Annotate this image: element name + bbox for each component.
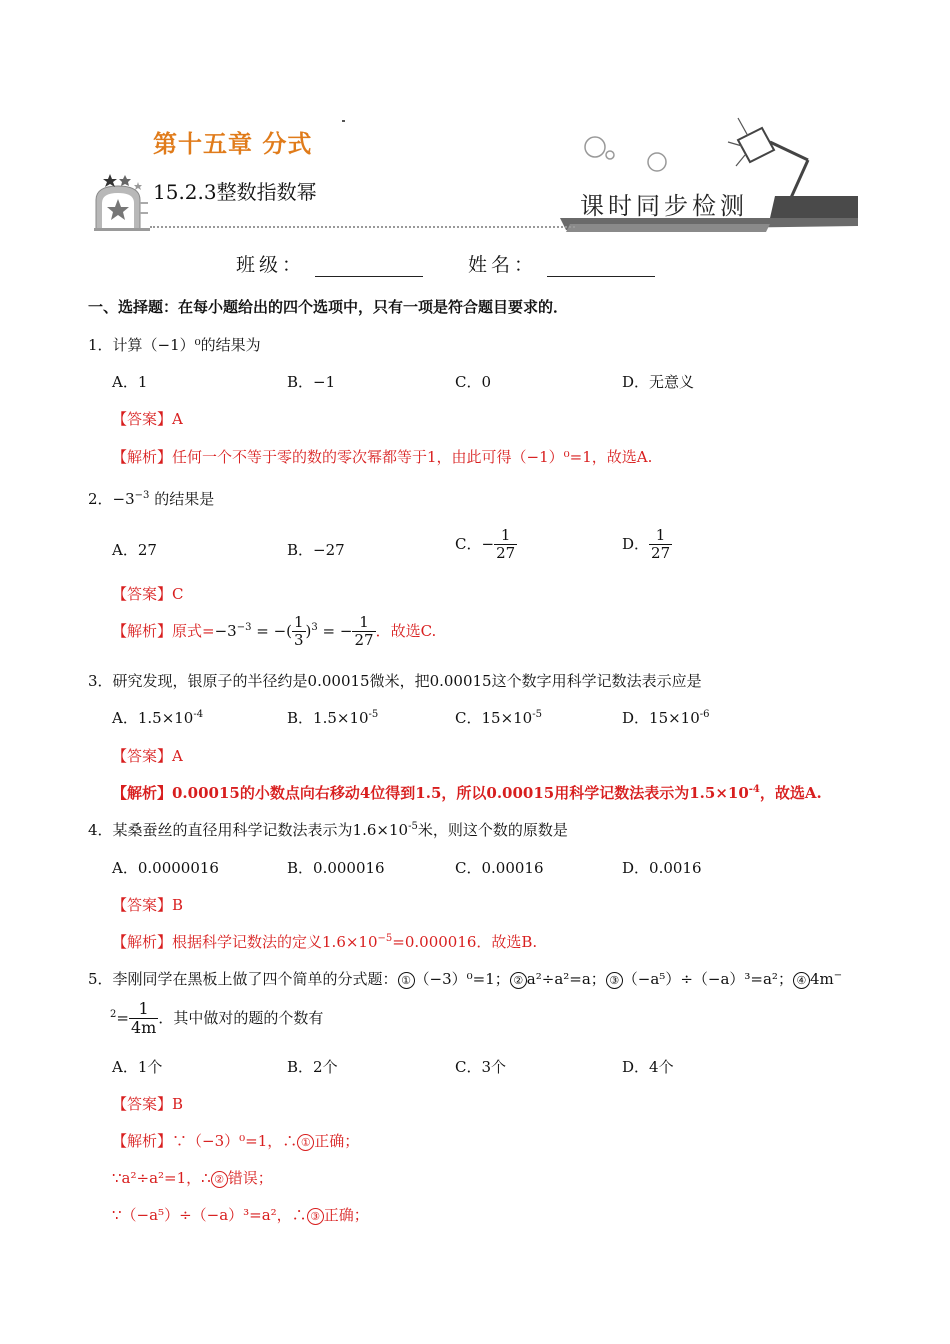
q4-option-c: C．0.00016 [455,859,544,877]
exponent-continued: 2 [110,1008,117,1020]
option-exponent: -5 [368,709,379,720]
q5-option-c: C．3个 [455,1058,507,1076]
dotted-divider [150,226,575,228]
fraction-numerator: 1 [352,614,375,632]
q1-option-b: B．−1 [287,373,336,391]
q5-option-a: A．1个 [112,1058,163,1076]
q2-analysis-formula [214,613,376,650]
q1-answer: 【答案】A [112,410,183,428]
circled-4-icon: ④ [793,972,810,989]
q3-answer: 【答案】A [112,747,183,765]
star-badge-icon [96,174,148,230]
stem-item-3: （−a⁵）÷（−a）³=a²； [622,970,793,988]
option-exponent: -5 [532,709,542,720]
q2-base: −3 [112,490,135,508]
fraction-denominator: 27 [496,544,516,563]
fraction-numerator: 1 [649,527,672,545]
formula-inner-fraction [292,614,306,650]
q2-option-d-label: D． [622,534,650,553]
q2-option-c-label: C． [455,534,482,553]
q3-option-c [455,707,542,728]
section-title: 15.2.3整数指数幂 [153,180,317,204]
stem-item-1: （−3）⁰=1； [414,970,510,988]
option-text: B．1.5×10 [287,709,369,727]
question-3-stem: 3．研究发现，银原子的半径约是0.00015微米，把0.00015这个数字用科学记数法表示应是 [88,672,702,690]
q2-option-d-fraction [649,527,672,563]
stem-text: 4．某桑蚕丝的直径用科学记数法表示为1.6×10 [88,821,409,839]
stem-item-2: a²÷a²=a； [526,970,606,988]
q5-option-b: B．2个 [287,1058,338,1076]
class-label: 班级： [236,254,306,276]
stem-tail: 米，则这个数的原数是 [417,821,568,839]
q5-analysis-2 [112,1167,273,1188]
analysis-exponent: −5 [377,933,393,944]
fraction-numerator: 1 [129,1000,158,1019]
circled-3-icon: ③ [606,972,623,989]
class-blank[interactable] [315,254,423,277]
circled-3-icon: ③ [307,1208,324,1225]
analysis-tail: 错误； [227,1169,273,1187]
question-1-stem: 1．计算（−1）⁰的结果为 [88,336,261,354]
fraction-denominator: 4m [130,1018,157,1038]
analysis-tail: 正确； [323,1206,369,1224]
q5-option-d: D．4个 [622,1058,674,1076]
name-label: 姓名： [468,254,538,276]
option-text: A．1.5×10 [112,709,194,727]
q1-option-c: C．0 [455,373,492,391]
q2-number: 2． [88,490,113,508]
circled-2-icon: ② [510,972,527,989]
q5-analysis-1 [112,1130,359,1151]
analysis-text: ∵（−a⁵）÷（−a）³=a²，∴ [112,1206,307,1224]
q2-exponent: −3 [134,490,150,501]
q2-option-c-minus: − [481,534,495,553]
q4-option-b: B．0.000016 [287,859,385,877]
name-field [468,250,655,277]
q2-stem-tail: 的结果是 [149,490,215,508]
q2-option-d [622,527,672,563]
q3-option-b [287,707,378,728]
q3-option-d [622,707,710,728]
stem-item-4-exponent: − [833,970,843,981]
q2-option-a: A．27 [112,541,157,559]
option-text: C．15×10 [455,709,533,727]
formula-eq2: = − [317,621,353,640]
analysis-text: ∵a²÷a²=1，∴ [112,1169,211,1187]
chapter-title: 第十五章 分式 [153,130,313,158]
question-5-line2 [110,1000,323,1038]
analysis-text: 【解析】∵（−3）⁰=1，∴ [112,1132,298,1150]
q3-option-a [112,707,203,728]
fraction-denominator: 27 [354,631,374,650]
q4-option-a: A．0.0000016 [112,859,219,877]
q5-answer: 【答案】B [112,1095,184,1113]
q4-answer: 【答案】B [112,896,184,914]
fraction-numerator: 1 [294,613,304,631]
analysis-lead: 原式= [172,621,215,640]
equals: = [116,1008,129,1027]
option-exponent: -6 [699,709,710,720]
option-text: D．15×10 [622,709,700,727]
q2-option-b: B．−27 [287,541,345,559]
formula-close: ) [305,621,312,640]
question-4-stem [88,819,568,840]
formula-exponent-2: 3 [311,621,318,633]
circled-2-icon: ② [211,1171,228,1188]
q3-analysis [112,782,822,803]
analysis-tail: ．故选C. [375,621,437,640]
formula-exponent: −3 [236,621,252,633]
q5-fraction [129,1000,158,1038]
stem-exponent: -5 [408,821,418,832]
stem-text: 5．李刚同学在黑板上做了四个简单的分式题： [88,970,398,988]
q2-option-c [455,527,517,563]
circled-1-icon: ① [297,1134,314,1151]
header-decoration [0,0,950,240]
brand-title: 课时同步检测 [580,192,748,220]
section-instruction: 一、选择题：在每小题给出的四个选项中，只有一项是符合题目要求的． [88,298,569,316]
q1-option-a: A．1 [112,373,148,391]
fraction-denominator: 3 [294,631,304,650]
q1-option-d: D．无意义 [622,373,695,391]
analysis-exponent: -4 [748,784,760,795]
question-2-stem [88,488,214,509]
class-field [236,250,423,277]
circled-1-icon: ① [398,972,415,989]
analysis-tail: ，故选A. [759,784,822,802]
fraction-numerator: 1 [494,527,517,545]
q4-analysis [112,931,537,952]
analysis-text: 【解析】0.00015的小数点向右移动4位得到1.5，所以0.00015用科学记数法表示为1.5×10 [112,784,749,802]
q2-analysis [112,614,436,650]
analysis-tail: 正确； [314,1132,360,1150]
name-blank[interactable] [547,254,655,277]
stem-tail: ．其中做对的题的个数有 [158,1008,324,1027]
stem-item-4: 4m [809,970,834,988]
bubbles-icon [585,137,666,171]
q2-option-c-fraction [494,527,517,563]
formula-result-fraction [352,614,375,650]
formula-term: −3 [214,621,237,640]
fraction-denominator: 27 [651,544,671,563]
formula-eq: = −( [251,621,292,640]
question-5-stem [88,968,842,989]
analysis-text: 【解析】根据科学记数法的定义1.6×10 [112,933,378,951]
option-exponent: -4 [193,709,204,720]
q1-analysis: 【解析】任何一个不等于零的数的零次幂都等于1，由此可得（−1）⁰=1，故选A. [112,448,653,466]
analysis-tail: =0.000016．故选B. [392,933,538,951]
q2-answer: 【答案】C [112,585,184,603]
analysis-prefix: 【解析】 [112,621,173,640]
q5-analysis-3 [112,1204,369,1225]
q4-option-d: D．0.0016 [622,859,702,877]
